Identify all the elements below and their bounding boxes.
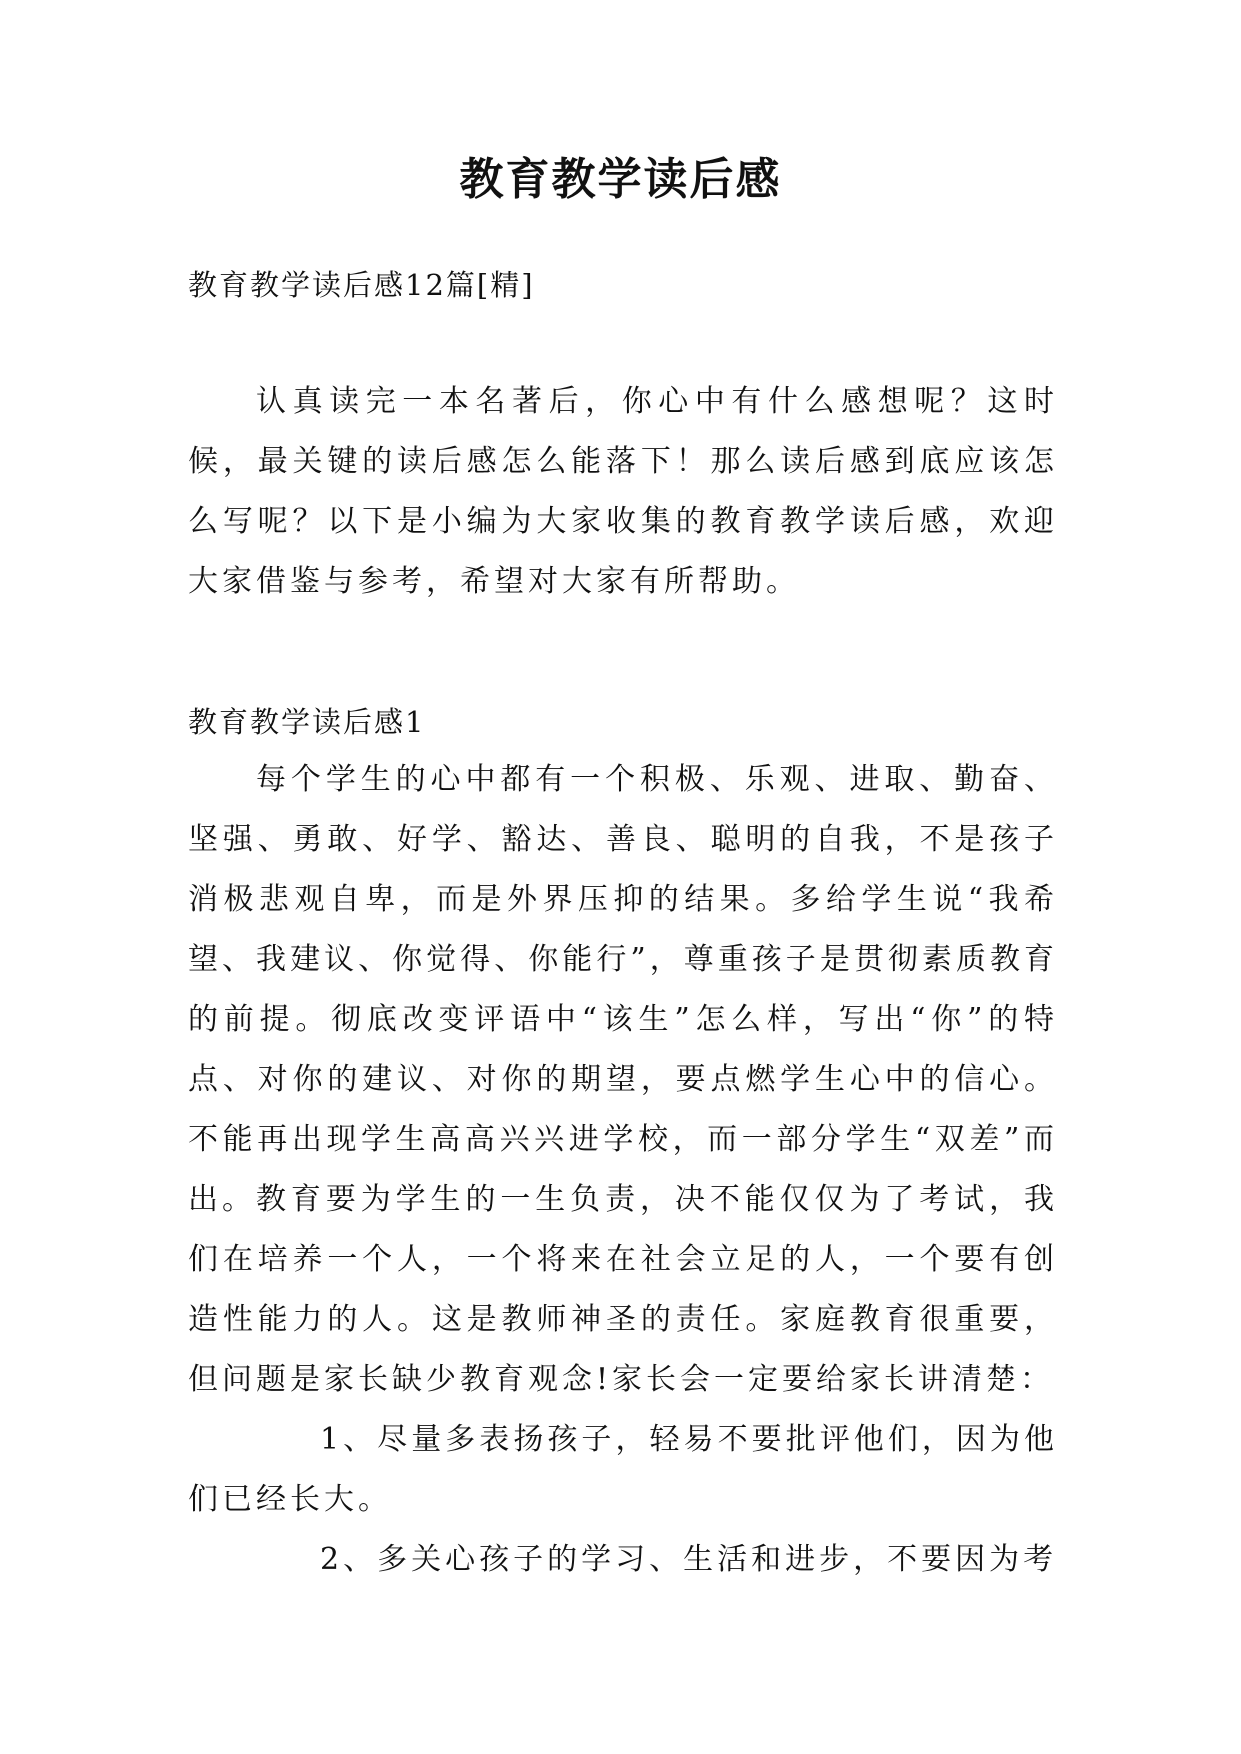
section-paragraph: 每个学生的心中都有一个积极、乐观、进取、勤奋、坚强、勇敢、好学、豁达、善良、聪明的自我，不是孩子消极悲观自卑，而是外界压抑的结果。多给学生说“我希望、我建议、你觉得、你能行”，尊重孩子是贯彻素质教育的前提。彻底改变评语中“该生”怎么样，写出“你”的特点、对你的建议、对你的期望，要点燃学生心中的信心。不能再出现学生高高兴兴进学校，而一部分学生“双差”而出。 <box>188 762 1058 1217</box>
list-item: 2、多关心孩子的学习、生活和进步，不要因为考 <box>320 1542 1058 1577</box>
list-item: 1、尽量多表扬孩子，轻易不要批评他们，因为他们已经长大。 <box>188 1422 1058 1517</box>
intro-paragraph: 认真读完一本名著后，你心中有什么感想呢？这时候，最关键的读后感怎么能落下！那么读后感到底应该怎么写呢？以下是小编为大家收集的教育教学读后感，欢迎大家借鉴与参考，希望对大家有所帮助。 <box>188 384 1058 599</box>
document-title: 教育教学读后感 <box>459 154 782 205</box>
section-heading: 教育教学读后感1 <box>188 705 426 739</box>
section-paragraph: 教育要为学生的一生负责，决不能仅仅为了考试，我们在培养一个人，一个将来在社会立足的人，一个要有创造性能力的人。这是教师神圣的责任。家庭教育很重要，但问题是家长缺少教育观念!家长会一定要给家长讲清楚： <box>188 1182 1058 1397</box>
document-subtitle: 教育教学读后感12篇[精] <box>188 268 535 302</box>
